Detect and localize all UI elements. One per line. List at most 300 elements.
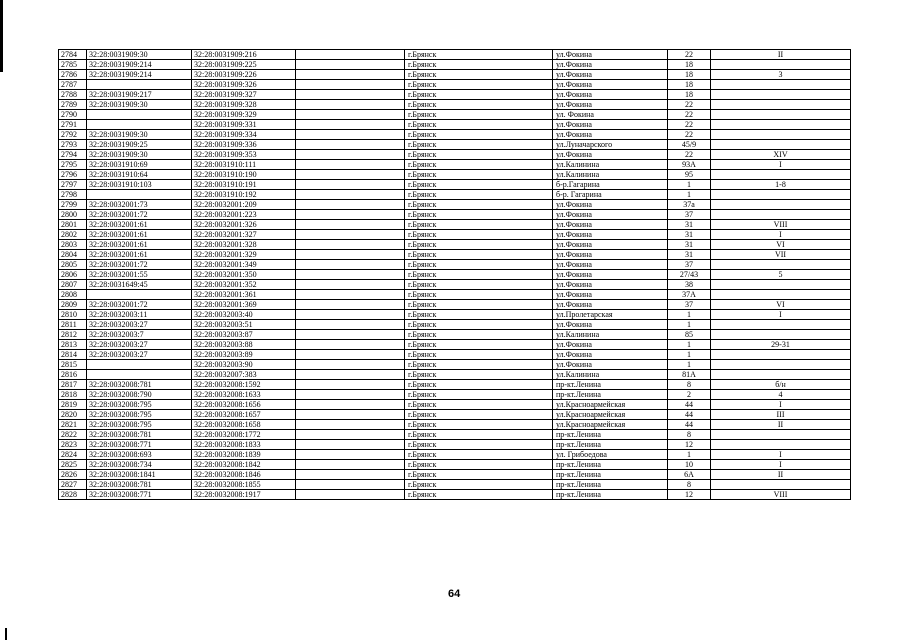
cell-street: ул.Фокина [553,360,668,370]
table-row [59,130,851,140]
cell-street: ул.Калинина [553,170,668,180]
cell-apartment: I [711,400,851,410]
cell-street: ул.Красноармейская [553,410,668,420]
table-body [59,50,851,500]
cell-empty-column [296,180,405,190]
cell-house-number: 8 [668,380,711,390]
table-row [59,450,851,460]
cell-city: г.Брянск [405,70,553,80]
table-row [59,350,851,360]
cell-row-number: 2814 [59,350,87,360]
cell-apartment: I [711,160,851,170]
cell-empty-column [296,390,405,400]
cell-parent-cadastral-number: 32:28:0031910:64 [87,170,192,180]
cell-house-number: 1 [668,350,711,360]
table-row [59,170,851,180]
cell-row-number: 2808 [59,290,87,300]
cell-cadastral-number: 32:28:0032001:209 [192,200,296,210]
cell-row-number: 2785 [59,60,87,70]
cell-apartment: 1-8 [711,180,851,190]
cell-cadastral-number: 32:28:0031910:191 [192,180,296,190]
cell-house-number: 22 [668,130,711,140]
cell-cadastral-number: 32:28:0032003:40 [192,310,296,320]
cell-street: ул.Фокина [553,290,668,300]
cell-apartment [711,200,851,210]
cell-cadastral-number: 32:28:0031909:336 [192,140,296,150]
cell-house-number: 6А [668,470,711,480]
cell-empty-column [296,150,405,160]
cell-row-number: 2815 [59,360,87,370]
cell-cadastral-number: 32:28:0031910:111 [192,160,296,170]
cell-street: пр-кт.Ленина [553,390,668,400]
cell-parent-cadastral-number: 32:28:0032008:795 [87,410,192,420]
cell-parent-cadastral-number: 32:28:0031909:30 [87,50,192,60]
cell-parent-cadastral-number: 32:28:0031909:217 [87,90,192,100]
cell-parent-cadastral-number: 32:28:0031909:30 [87,100,192,110]
table-row [59,310,851,320]
cell-street: ул.Фокина [553,60,668,70]
cell-row-number: 2798 [59,190,87,200]
cell-row-number: 2803 [59,240,87,250]
cell-cadastral-number: 32:28:0032001:350 [192,270,296,280]
cell-cadastral-number: 32:28:0032003:90 [192,360,296,370]
cell-empty-column [296,260,405,270]
cell-city: г.Брянск [405,350,553,360]
table-row [59,160,851,170]
cell-row-number: 2799 [59,200,87,210]
cell-street: ул. Грибоедова [553,450,668,460]
cell-city: г.Брянск [405,260,553,270]
cell-street: ул.Луначарского [553,140,668,150]
cell-city: г.Брянск [405,440,553,450]
cell-apartment: 3 [711,70,851,80]
cell-cadastral-number: 32:28:0031909:328 [192,100,296,110]
cell-apartment [711,480,851,490]
table-row [59,220,851,230]
cell-city: г.Брянск [405,190,553,200]
cell-parent-cadastral-number: 32:28:0032008:795 [87,400,192,410]
cell-street: ул.Фокина [553,260,668,270]
cell-apartment: VI [711,240,851,250]
cell-city: г.Брянск [405,200,553,210]
cell-city: г.Брянск [405,430,553,440]
cell-apartment: XIV [711,150,851,160]
cell-parent-cadastral-number: 32:28:0031909:214 [87,60,192,70]
cell-street: ул.Фокина [553,250,668,260]
cell-street: ул.Фокина [553,220,668,230]
cell-house-number: 37 [668,260,711,270]
cell-empty-column [296,430,405,440]
cell-row-number: 2789 [59,100,87,110]
cell-house-number: 37А [668,290,711,300]
cell-house-number: 22 [668,110,711,120]
cell-cadastral-number: 32:28:0032008:1633 [192,390,296,400]
cell-row-number: 2787 [59,80,87,90]
cell-city: г.Брянск [405,170,553,180]
table-row [59,60,851,70]
cell-row-number: 2827 [59,480,87,490]
cell-parent-cadastral-number: 32:28:0031649:45 [87,280,192,290]
cell-cadastral-number: 32:28:0032003:51 [192,320,296,330]
cell-city: г.Брянск [405,450,553,460]
cell-apartment [711,170,851,180]
cell-street: ул.Фокина [553,80,668,90]
cell-parent-cadastral-number: 32:28:0032001:72 [87,260,192,270]
cell-parent-cadastral-number: 32:28:0032008:734 [87,460,192,470]
cell-parent-cadastral-number: 32:28:0032003:27 [87,340,192,350]
cell-row-number: 2806 [59,270,87,280]
cell-empty-column [296,170,405,180]
cell-empty-column [296,250,405,260]
cell-apartment [711,330,851,340]
cell-city: г.Брянск [405,270,553,280]
cell-cadastral-number: 32:28:0032003:87 [192,330,296,340]
cell-city: г.Брянск [405,380,553,390]
cell-row-number: 2828 [59,490,87,500]
cell-city: г.Брянск [405,210,553,220]
cell-parent-cadastral-number: 32:28:0031909:30 [87,130,192,140]
cell-apartment: б/н [711,380,851,390]
cell-empty-column [296,50,405,60]
cell-cadastral-number: 32:28:0032001:327 [192,230,296,240]
cell-parent-cadastral-number [87,370,192,380]
cell-parent-cadastral-number: 32:28:0032008:795 [87,420,192,430]
table-row [59,110,851,120]
table-row [59,340,851,350]
cell-street: б-р.Гагарина [553,180,668,190]
cell-house-number: 2 [668,390,711,400]
cell-house-number: 81А [668,370,711,380]
cell-row-number: 2812 [59,330,87,340]
cell-row-number: 2791 [59,120,87,130]
cell-street: ул.Фокина [553,130,668,140]
cell-street: ул.Пролетарская [553,310,668,320]
cell-row-number: 2788 [59,90,87,100]
cell-city: г.Брянск [405,240,553,250]
table-row [59,430,851,440]
cell-apartment [711,290,851,300]
cell-city: г.Брянск [405,90,553,100]
cell-cadastral-number: 32:28:0032008:1656 [192,400,296,410]
cell-city: г.Брянск [405,390,553,400]
cell-apartment: III [711,410,851,420]
cell-parent-cadastral-number: 32:28:0032008:771 [87,440,192,450]
cell-row-number: 2817 [59,380,87,390]
cell-apartment: I [711,310,851,320]
cell-row-number: 2802 [59,230,87,240]
cell-house-number: 31 [668,250,711,260]
cell-apartment [711,260,851,270]
cell-cadastral-number: 32:28:0032008:1917 [192,490,296,500]
cell-empty-column [296,490,405,500]
cell-house-number: 27/43 [668,270,711,280]
table-row [59,490,851,500]
cell-street: пр-кт.Ленина [553,380,668,390]
cell-cadastral-number: 32:28:0032001:361 [192,290,296,300]
cell-street: ул.Фокина [553,200,668,210]
cell-parent-cadastral-number: 32:28:0032001:72 [87,210,192,220]
cell-house-number: 22 [668,150,711,160]
cell-house-number: 8 [668,430,711,440]
cell-cadastral-number: 32:28:0032008:1842 [192,460,296,470]
cell-house-number: 37а [668,200,711,210]
cell-house-number: 12 [668,440,711,450]
cell-house-number: 45/9 [668,140,711,150]
table-row [59,320,851,330]
cell-row-number: 2805 [59,260,87,270]
cell-cadastral-number: 32:28:0032001:326 [192,220,296,230]
cell-parent-cadastral-number: 32:28:0032001:55 [87,270,192,280]
cell-street: ул.Калинина [553,160,668,170]
cell-cadastral-number: 32:28:0031910:190 [192,170,296,180]
cell-apartment: 29-31 [711,340,851,350]
cell-street: ул.Калинина [553,330,668,340]
cell-city: г.Брянск [405,410,553,420]
cell-empty-column [296,200,405,210]
cell-cadastral-number: 32:28:0032008:1658 [192,420,296,430]
cell-parent-cadastral-number: 32:28:0032008:781 [87,480,192,490]
cell-parent-cadastral-number: 32:28:0032001:61 [87,250,192,260]
cell-city: г.Брянск [405,480,553,490]
cell-row-number: 2825 [59,460,87,470]
cell-street: ул.Фокина [553,230,668,240]
cell-cadastral-number: 32:28:0031909:226 [192,70,296,80]
cell-parent-cadastral-number [87,290,192,300]
cell-row-number: 2819 [59,400,87,410]
cell-empty-column [296,410,405,420]
table-row [59,150,851,160]
cell-street: пр-кт.Ленина [553,480,668,490]
cell-parent-cadastral-number: 32:28:0032001:61 [87,220,192,230]
cell-apartment: II [711,50,851,60]
cell-street: ул.Фокина [553,350,668,360]
cell-house-number: 31 [668,220,711,230]
cell-street: ул.Фокина [553,210,668,220]
cell-street: ул. Фокина [553,110,668,120]
cell-empty-column [296,60,405,70]
cell-house-number: 22 [668,120,711,130]
cell-cadastral-number: 32:28:0032007:383 [192,370,296,380]
cell-empty-column [296,360,405,370]
cell-city: г.Брянск [405,320,553,330]
cell-house-number: 95 [668,170,711,180]
cell-parent-cadastral-number: 32:28:0031910:103 [87,180,192,190]
table-row [59,420,851,430]
cell-city: г.Брянск [405,150,553,160]
cell-cadastral-number: 32:28:0031910:192 [192,190,296,200]
table-row [59,400,851,410]
cell-cadastral-number: 32:28:0032003:88 [192,340,296,350]
cell-empty-column [296,480,405,490]
cell-street: ул.Фокина [553,70,668,80]
cell-cadastral-number: 32:28:0032008:1839 [192,450,296,460]
table-row [59,440,851,450]
cell-parent-cadastral-number: 32:28:0032008:781 [87,430,192,440]
cell-cadastral-number: 32:28:0032001:329 [192,250,296,260]
cell-house-number: 12 [668,490,711,500]
table-row [59,120,851,130]
cell-street: ул.Фокина [553,240,668,250]
cell-parent-cadastral-number [87,190,192,200]
cell-street: ул.Калинина [553,370,668,380]
cell-apartment [711,80,851,90]
cell-parent-cadastral-number: 32:28:0032003:27 [87,320,192,330]
cell-empty-column [296,290,405,300]
cell-street: пр-кт.Ленина [553,430,668,440]
cell-street: ул.Фокина [553,150,668,160]
cell-house-number: 31 [668,240,711,250]
cell-row-number: 2811 [59,320,87,330]
cell-parent-cadastral-number: 32:28:0032008:781 [87,380,192,390]
table-row [59,380,851,390]
cell-cadastral-number: 32:28:0032003:89 [192,350,296,360]
cell-row-number: 2794 [59,150,87,160]
cell-city: г.Брянск [405,340,553,350]
cell-apartment [711,100,851,110]
cell-row-number: 2807 [59,280,87,290]
cell-row-number: 2796 [59,170,87,180]
cell-parent-cadastral-number: 32:28:0032001:61 [87,240,192,250]
table-row [59,140,851,150]
cell-city: г.Брянск [405,460,553,470]
cell-parent-cadastral-number: 32:28:0032001:73 [87,200,192,210]
cell-city: г.Брянск [405,230,553,240]
cell-cadastral-number: 32:28:0032001:328 [192,240,296,250]
cell-apartment [711,130,851,140]
cell-parent-cadastral-number: 32:28:0032003:7 [87,330,192,340]
page-number: 64 [448,588,461,600]
cell-city: г.Брянск [405,180,553,190]
cell-house-number: 37 [668,210,711,220]
cell-apartment: II [711,470,851,480]
cell-house-number: 44 [668,420,711,430]
cell-parent-cadastral-number [87,120,192,130]
cell-row-number: 2816 [59,370,87,380]
cell-row-number: 2824 [59,450,87,460]
cell-house-number: 22 [668,100,711,110]
cell-empty-column [296,380,405,390]
cell-cadastral-number: 32:28:0031909:326 [192,80,296,90]
table-row [59,210,851,220]
table-row [59,90,851,100]
cell-city: г.Брянск [405,160,553,170]
cell-city: г.Брянск [405,140,553,150]
cell-cadastral-number: 32:28:0031909:353 [192,150,296,160]
cell-house-number: 93А [668,160,711,170]
cell-apartment [711,110,851,120]
cell-parent-cadastral-number: 32:28:0031909:30 [87,150,192,160]
cell-parent-cadastral-number: 32:28:0032008:790 [87,390,192,400]
cell-row-number: 2826 [59,470,87,480]
cell-house-number: 1 [668,180,711,190]
cell-empty-column [296,460,405,470]
cell-parent-cadastral-number: 32:28:0031909:214 [87,70,192,80]
cell-city: г.Брянск [405,470,553,480]
cell-house-number: 44 [668,410,711,420]
cell-street: ул.Фокина [553,320,668,330]
cell-cadastral-number: 32:28:0032001:369 [192,300,296,310]
table-row [59,80,851,90]
cell-parent-cadastral-number [87,360,192,370]
cell-street: ул.Фокина [553,340,668,350]
cell-empty-column [296,230,405,240]
cell-row-number: 2795 [59,160,87,170]
property-register-table [58,49,851,500]
cell-empty-column [296,340,405,350]
cell-city: г.Брянск [405,120,553,130]
cell-parent-cadastral-number: 32:28:0032003:27 [87,350,192,360]
cell-street: ул.Фокина [553,280,668,290]
table-row [59,200,851,210]
table-row [59,390,851,400]
cell-row-number: 2823 [59,440,87,450]
cell-parent-cadastral-number: 32:28:0032003:11 [87,310,192,320]
cell-empty-column [296,220,405,230]
table-row [59,460,851,470]
cell-street: пр-кт.Ленина [553,490,668,500]
table-row [59,270,851,280]
cell-empty-column [296,440,405,450]
cell-street: пр-кт.Ленина [553,440,668,450]
cell-house-number: 22 [668,50,711,60]
cell-street: б-р. Гагарина [553,190,668,200]
table-row [59,230,851,240]
cell-apartment: VIII [711,220,851,230]
cell-cadastral-number: 32:28:0031909:225 [192,60,296,70]
cell-house-number: 1 [668,190,711,200]
scan-edge-mark-bottom [5,628,7,640]
cell-empty-column [296,400,405,410]
cell-city: г.Брянск [405,110,553,120]
cell-street: ул.Красноармейская [553,420,668,430]
table-row [59,480,851,490]
table-row [59,470,851,480]
cell-row-number: 2792 [59,130,87,140]
cell-city: г.Брянск [405,250,553,260]
cell-city: г.Брянск [405,330,553,340]
cell-city: г.Брянск [405,490,553,500]
cell-cadastral-number: 32:28:0032001:349 [192,260,296,270]
cell-empty-column [296,70,405,80]
cell-empty-column [296,450,405,460]
cell-apartment [711,120,851,130]
cell-cadastral-number: 32:28:0031909:216 [192,50,296,60]
cell-apartment: I [711,230,851,240]
cell-city: г.Брянск [405,290,553,300]
cell-empty-column [296,310,405,320]
cell-empty-column [296,100,405,110]
cell-apartment [711,370,851,380]
cell-cadastral-number: 32:28:0032008:1855 [192,480,296,490]
cell-cadastral-number: 32:28:0032001:352 [192,280,296,290]
cell-city: г.Брянск [405,60,553,70]
table-row [59,290,851,300]
cell-apartment: VI [711,300,851,310]
cell-row-number: 2786 [59,70,87,80]
cell-house-number: 18 [668,60,711,70]
cell-apartment [711,60,851,70]
cell-parent-cadastral-number: 32:28:0032008:771 [87,490,192,500]
cell-city: г.Брянск [405,100,553,110]
cell-apartment [711,320,851,330]
cell-empty-column [296,120,405,130]
table-row [59,300,851,310]
cell-empty-column [296,160,405,170]
cell-empty-column [296,270,405,280]
table-row [59,190,851,200]
cell-apartment: 5 [711,270,851,280]
cell-row-number: 2822 [59,430,87,440]
